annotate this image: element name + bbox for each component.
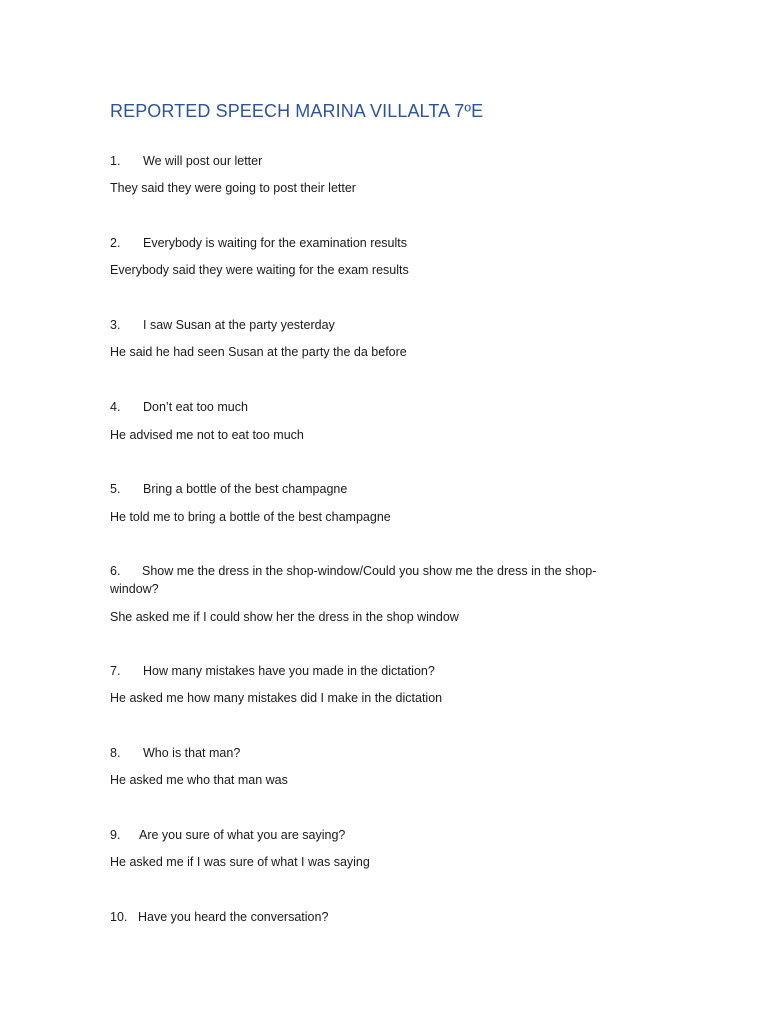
question-9 bbox=[110, 826, 345, 844]
answer-5: He told me to bring a bottle of the best champagne bbox=[110, 510, 391, 524]
question-text: I saw Susan at the party yesterday bbox=[143, 318, 335, 332]
question-text: Who is that man? bbox=[143, 746, 241, 760]
question-number: 2. bbox=[110, 236, 121, 250]
question-5 bbox=[110, 480, 347, 498]
question-text: Bring a bottle of the best champagne bbox=[143, 482, 348, 496]
answer-4: He advised me not to eat too much bbox=[110, 428, 304, 442]
question-6 bbox=[110, 562, 630, 598]
question-number: 8. bbox=[110, 746, 121, 760]
question-text: Don’t eat too much bbox=[143, 400, 248, 414]
question-8 bbox=[110, 744, 240, 762]
answer-8: He asked me who that man was bbox=[110, 773, 288, 787]
question-number: 4. bbox=[110, 400, 121, 414]
answer-2: Everybody said they were waiting for the exam results bbox=[110, 263, 409, 277]
answer-6: She asked me if I could show her the dress in the shop window bbox=[110, 610, 459, 624]
question-2 bbox=[110, 234, 407, 252]
answer-3: He said he had seen Susan at the party the da before bbox=[110, 345, 407, 359]
question-7 bbox=[110, 662, 435, 680]
answer-9: He asked me if I was sure of what I was saying bbox=[110, 855, 370, 869]
question-number: 9. bbox=[110, 828, 121, 842]
answer-1: They said they were going to post their letter bbox=[110, 181, 356, 195]
question-number: 7. bbox=[110, 664, 121, 678]
question-10 bbox=[110, 908, 328, 926]
question-text: Show me the dress in the shop-window/Could you show me the dress in the shop-window? bbox=[110, 564, 597, 596]
question-number: 1. bbox=[110, 154, 121, 168]
question-text: Have you heard the conversation? bbox=[138, 910, 329, 924]
question-1 bbox=[110, 152, 262, 170]
question-text: How many mistakes have you made in the dictation? bbox=[143, 664, 435, 678]
document-title: REPORTED SPEECH MARINA VILLALTA 7ºE bbox=[110, 101, 484, 121]
question-4 bbox=[110, 398, 248, 416]
question-number: 5. bbox=[110, 482, 121, 496]
question-number: 3. bbox=[110, 318, 121, 332]
answer-7: He asked me how many mistakes did I make in the dictation bbox=[110, 691, 443, 705]
question-text: Everybody is waiting for the examination results bbox=[143, 236, 408, 250]
question-number: 10. bbox=[110, 910, 128, 924]
question-number: 6. bbox=[110, 564, 121, 578]
question-3 bbox=[110, 316, 335, 334]
question-text: Are you sure of what you are saying? bbox=[139, 828, 346, 842]
question-text: We will post our letter bbox=[143, 154, 263, 168]
